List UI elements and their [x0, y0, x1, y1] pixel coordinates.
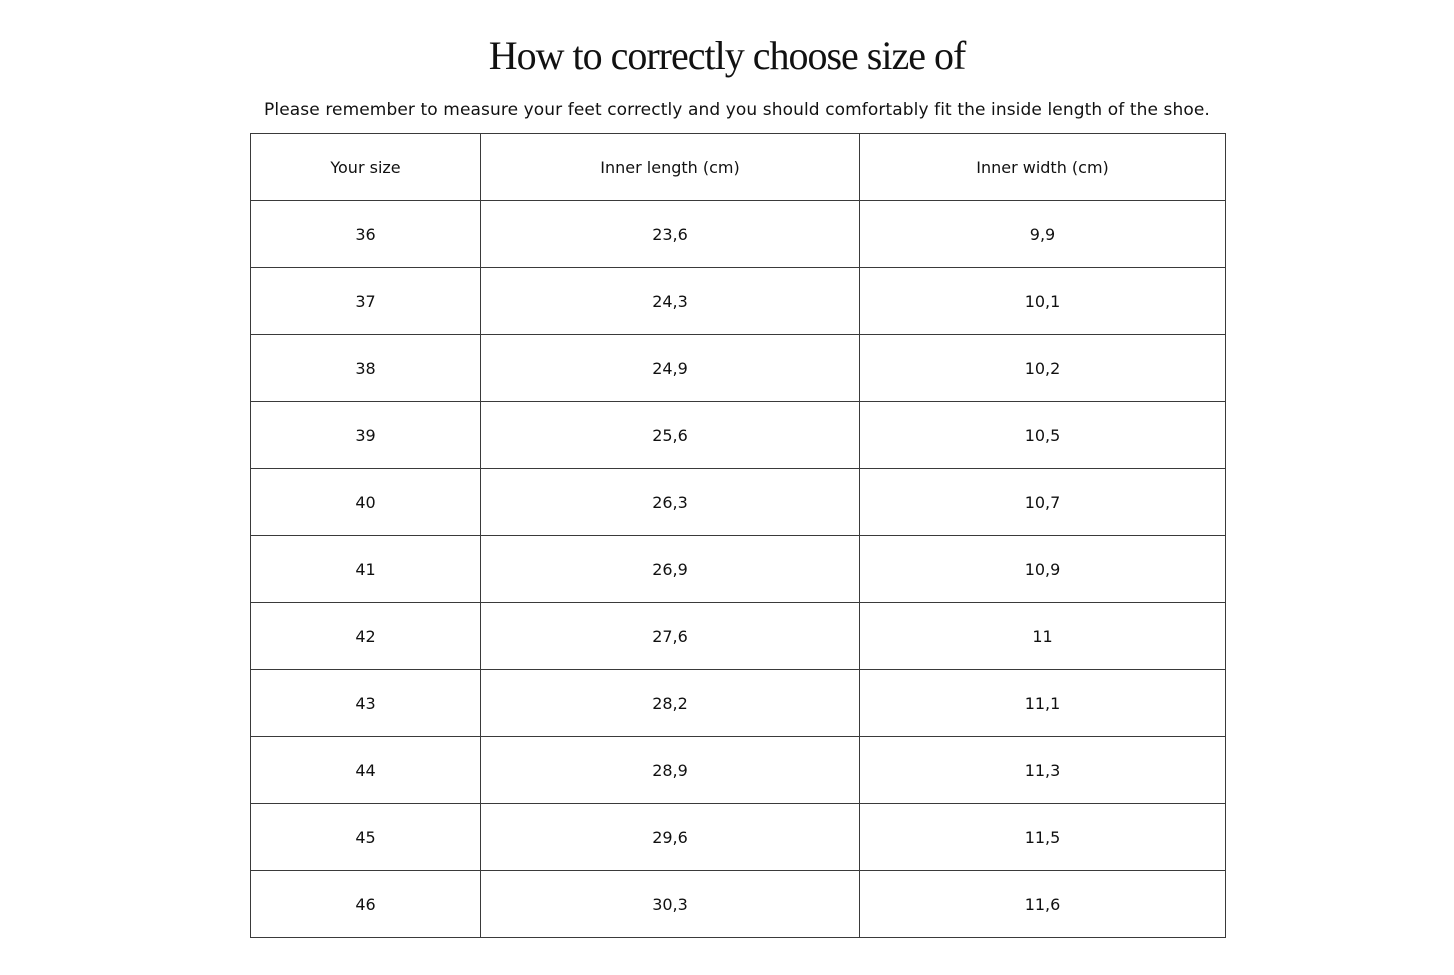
cell-size: 40: [251, 469, 481, 536]
cell-inner-length: 28,2: [481, 670, 860, 737]
table-row: [251, 402, 1226, 469]
cell-inner-length: 24,3: [481, 268, 860, 335]
cell-inner-width: 11,6: [860, 871, 1226, 938]
measurement-instructions: Please remember to measure your feet correctly and you should comfortably fit the inside length of the shoe.: [264, 100, 1210, 120]
cell-inner-width: 10,5: [860, 402, 1226, 469]
cell-inner-length: 26,9: [481, 536, 860, 603]
cell-size: 45: [251, 804, 481, 871]
cell-inner-width: 11,3: [860, 737, 1226, 804]
table-row: [251, 268, 1226, 335]
cell-size: 46: [251, 871, 481, 938]
cell-inner-width: 10,2: [860, 335, 1226, 402]
cell-size: 42: [251, 603, 481, 670]
cell-inner-length: 29,6: [481, 804, 860, 871]
table-row: [251, 804, 1226, 871]
cell-size: 41: [251, 536, 481, 603]
size-chart-table: [250, 133, 1226, 938]
cell-size: 36: [251, 201, 481, 268]
page-title: How to correctly choose size of: [488, 33, 966, 78]
cell-inner-width: 9,9: [860, 201, 1226, 268]
column-header-inner-width: Inner width (cm): [860, 134, 1226, 201]
cell-inner-width: 11,1: [860, 670, 1226, 737]
cell-size: 39: [251, 402, 481, 469]
table-header-row: [251, 134, 1226, 201]
cell-inner-length: 24,9: [481, 335, 860, 402]
cell-inner-width: 11,5: [860, 804, 1226, 871]
cell-inner-length: 23,6: [481, 201, 860, 268]
cell-inner-width: 10,9: [860, 536, 1226, 603]
table-row: [251, 603, 1226, 670]
column-header-your-size: Your size: [251, 134, 481, 201]
table-row: [251, 670, 1226, 737]
cell-inner-length: 30,3: [481, 871, 860, 938]
cell-inner-width: 11: [860, 603, 1226, 670]
cell-size: 37: [251, 268, 481, 335]
table-row: [251, 201, 1226, 268]
cell-inner-width: 10,1: [860, 268, 1226, 335]
table-row: [251, 871, 1226, 938]
table-row: [251, 335, 1226, 402]
table-row: [251, 737, 1226, 804]
cell-inner-length: 27,6: [481, 603, 860, 670]
cell-inner-width: 10,7: [860, 469, 1226, 536]
cell-size: 43: [251, 670, 481, 737]
cell-inner-length: 28,9: [481, 737, 860, 804]
cell-size: 44: [251, 737, 481, 804]
cell-inner-length: 26,3: [481, 469, 860, 536]
table-row: [251, 536, 1226, 603]
cell-inner-length: 25,6: [481, 402, 860, 469]
cell-size: 38: [251, 335, 481, 402]
table-row: [251, 469, 1226, 536]
column-header-inner-length: Inner length (cm): [481, 134, 860, 201]
